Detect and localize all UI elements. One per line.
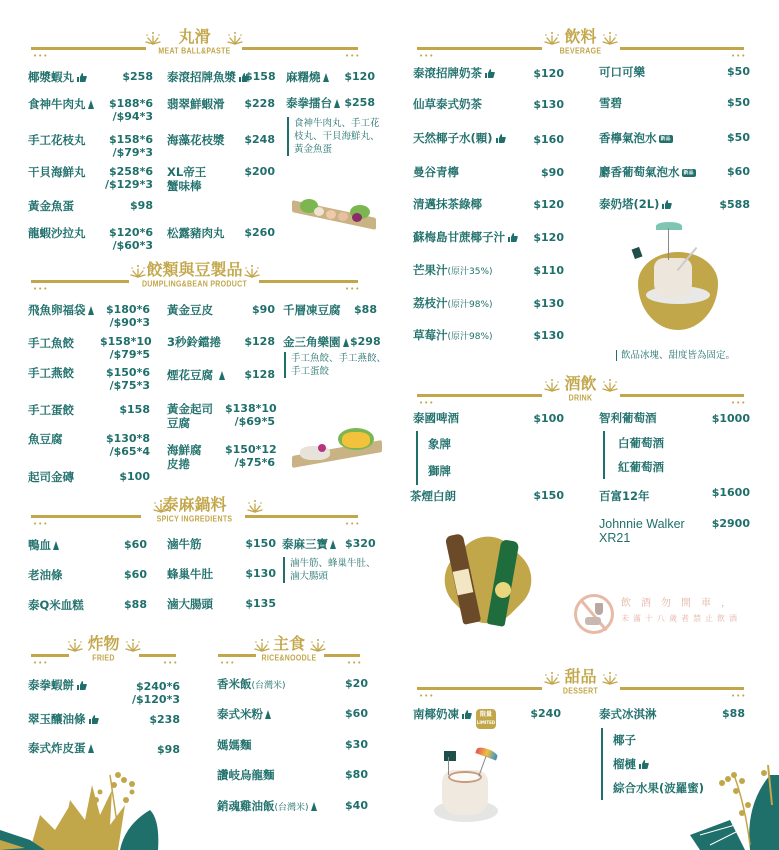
menu-item-name: 手工花枝丸 (28, 133, 86, 147)
menu-item-price: $130 (533, 329, 564, 342)
tropical-leaves-decoration (690, 765, 779, 850)
menu-item-price: $50 (727, 65, 750, 78)
no-drink-drive-icon (574, 594, 614, 634)
menu-item-name: 香米飯(台灣米) (217, 677, 286, 691)
menu-item-name: 滷牛筋 (167, 537, 202, 551)
menu-item-price: $120 (533, 231, 564, 244)
menu-item-name: 仙草泰式奶茶 (413, 97, 482, 111)
limited-badge: 限量 LIMITED (476, 709, 496, 729)
tropical-leaves-decoration (0, 770, 170, 850)
section-header-staple: ••• ••• 主食 RICE&NOODLE (214, 632, 364, 676)
menu-item-name: 麻糬燒 (286, 70, 329, 84)
menu-item-name: 泰式米粉 (217, 707, 271, 721)
chili-icon (53, 541, 59, 550)
menu-item-price: $160 (533, 133, 564, 146)
menu-item-name: 手工蛋餃 (28, 403, 74, 417)
menu-item-price: $90 (541, 166, 564, 179)
menu-item-name: 荔枝汁(原汁98%) (413, 296, 493, 310)
coconut-pudding-image (430, 745, 515, 830)
menu-item-price: $80 (345, 768, 368, 781)
menu-item-name: 千層凍豆腐 (283, 303, 341, 317)
menu-item-name: 海鮮腐 皮捲 (167, 443, 202, 471)
menu-item-name: 黃金魚蛋 (28, 199, 74, 213)
menu-item-name: 黃金起司 豆腐 (167, 402, 213, 430)
menu-item-price: $150 (245, 537, 276, 550)
menu-item-price: $298 (350, 335, 381, 348)
chili-icon (343, 338, 349, 347)
menu-item-name: 媽媽麵 (217, 738, 252, 752)
menu-item-name: 銷魂雞油飯(台灣米) (217, 799, 317, 815)
menu-item-price: $258*6 /$129*3 (104, 165, 153, 191)
menu-item-price: $150*6 /$75*3 (105, 366, 150, 392)
menu-item-name: 曼谷青檸 (413, 165, 459, 179)
menu-item-name: 老油條 (28, 568, 63, 582)
new-badge: 新品 (660, 136, 671, 142)
section-subtitle: BEVERAGE (559, 47, 602, 56)
menu-item-price: $100 (533, 412, 564, 425)
menu-item-name: 手工燕餃 (28, 366, 74, 380)
menu-item-price: $158 (119, 403, 150, 416)
menu-item-price: $98 (130, 199, 153, 212)
menu-item-name: 龍蝦沙拉丸 (28, 226, 86, 240)
thumbs-up-icon (462, 710, 472, 719)
menu-item-price: $588 (719, 198, 750, 211)
menu-item-name: 蜂巢牛肚 (167, 567, 213, 581)
menu-item-name: 海藻花枝漿 (167, 133, 225, 147)
menu-item-name: 雪碧 (599, 96, 622, 110)
combo-contents-note: 食神牛肉丸、手工花 枝丸、干貝海鮮丸、 黃金魚蛋 (287, 117, 380, 156)
menu-item-name: 松露豬肉丸 (167, 226, 225, 240)
menu-item-name: 泰滾招牌魚漿 (167, 70, 249, 84)
section-title: 餃類與豆製品 (146, 260, 243, 279)
menu-item-price: $88 (354, 303, 377, 316)
menu-item-name: 泰奶塔(2L) (599, 197, 672, 211)
section-subtitle: DUMPLING&BEAN PRODUCT (141, 280, 248, 289)
menu-item-name: 黃金豆皮 (167, 303, 213, 317)
menu-item-name: 泰拳擂台 (286, 96, 340, 110)
menu-item-name: 食神牛肉丸 (28, 97, 94, 111)
menu-item-name: 茶煙白朗 (410, 489, 456, 503)
menu-item-price: $2900 (711, 517, 750, 530)
ice-cream-flavors: 椰子 榴槤 綜合水果(波羅蜜) (601, 728, 704, 800)
section-subtitle: SPICY INGREDIENTS (156, 515, 233, 524)
menu-item-price: $130 (533, 297, 564, 310)
menu-item-name: 天然椰子水(顆) (413, 131, 506, 145)
section-header-dumpling: ••• ••• 餃類與豆製品 DUMPLING&BEAN PRODUCT (27, 258, 362, 302)
menu-item-price: $88 (124, 598, 147, 611)
thumbs-up-icon (77, 681, 87, 690)
menu-item-price: $50 (727, 96, 750, 109)
chili-icon (311, 802, 317, 811)
section-title: 炸物 (87, 634, 120, 653)
menu-item-price: $128 (244, 368, 275, 381)
menu-item-price: $60 (124, 538, 147, 551)
menu-item-price: $158*6 /$79*3 (108, 133, 153, 159)
section-title: 泰麻鍋料 (162, 495, 227, 514)
wine-options: 白葡萄酒 紅葡萄酒 (603, 431, 664, 479)
menu-item-price: $238 (149, 713, 180, 726)
menu-item-name: 百富12年 (599, 489, 650, 503)
menu-item-price: $100 (119, 470, 150, 483)
menu-item-name: 翡翠鮮蝦滑 (167, 97, 225, 111)
menu-item-name: 芒果汁(原汁35%) (413, 263, 493, 277)
section-title: 甜品 (564, 667, 597, 686)
drink-warning: 飲酒勿開車， 未滿十八歲者禁止飲酒 (621, 598, 741, 623)
menu-item-price: $20 (345, 677, 368, 690)
menu-item-name: 泰式炸皮蛋 (28, 741, 94, 755)
section-subtitle: DRINK (568, 394, 593, 403)
menu-item-price: $138*10 /$69*5 (225, 402, 277, 428)
thumbs-up-icon (662, 200, 672, 209)
menu-item-name: 魚豆腐 (28, 432, 63, 446)
menu-item-price: $50 (727, 131, 750, 144)
section-title: 主食 (272, 634, 305, 653)
menu-item-price: $240*6 /$120*3 (131, 680, 180, 706)
section-header-dessert: ••• ••• 甜品 DESSERT (413, 665, 748, 709)
section-title: 酒飲 (564, 374, 597, 393)
menu-item-name: 蘇梅島甘蔗椰子汁 (413, 230, 518, 244)
menu-item-price: $188*6 /$94*3 (108, 97, 153, 123)
menu-item-price: $258 (344, 96, 375, 109)
menu-item-price: $1000 (711, 412, 750, 425)
meatball-platter-image (292, 197, 376, 227)
menu-item-price: $60 (124, 568, 147, 581)
menu-item-price: $200 (244, 165, 275, 178)
menu-item-price: $228 (244, 97, 275, 110)
menu-item-price: $1600 (711, 486, 750, 499)
menu-item-price: $130 (245, 567, 276, 580)
menu-item-name: 讚岐烏龍麵 (217, 768, 275, 782)
menu-item-price: $158 (245, 70, 276, 83)
menu-item-price: $88 (722, 707, 745, 720)
menu-item-name: 泰式冰淇淋 (599, 707, 657, 721)
menu-item-name: 泰拳蝦餅 (28, 678, 87, 692)
menu-item-price: $40 (345, 799, 368, 812)
chili-icon (88, 100, 94, 109)
menu-item-price: $258 (122, 70, 153, 83)
menu-item-name: 草莓汁(原汁98%) (413, 328, 493, 342)
beverage-footnote: 飲品冰塊、甜度皆為固定。 (616, 349, 735, 362)
menu-item-price: $150 (533, 489, 564, 502)
menu-item-name: 金三角樂園 (283, 335, 349, 349)
section-header-fried: ••• ••• 炸物 FRIED (27, 632, 180, 676)
menu-item-name: 可口可樂 (599, 65, 645, 79)
menu-item-price: $98 (157, 743, 180, 756)
menu-item-name: 干貝海鮮丸 (28, 165, 86, 179)
new-badge: 新品 (683, 170, 694, 176)
menu-item-name: Johnnie Walker XR21 (599, 517, 685, 545)
section-header-drink: ••• ••• 酒飲 DRINK (413, 372, 748, 416)
menu-item-name: 起司金磚 (28, 470, 74, 484)
thumbs-up-icon (508, 233, 518, 242)
section-subtitle: DESSERT (562, 687, 599, 696)
menu-item-name: 3秒鈴鐺捲 (167, 335, 222, 349)
menu-item-price: $130 (533, 98, 564, 111)
menu-item-price: $60 (727, 165, 750, 178)
chili-icon (330, 540, 336, 549)
chili-icon (88, 306, 94, 315)
thumbs-up-icon (496, 134, 506, 143)
menu-item-price: $150*12 /$75*6 (225, 443, 277, 469)
menu-item-name: 香檸氣泡水 新品 (599, 131, 671, 145)
section-header-beverage: ••• ••• 飲料 BEVERAGE (413, 25, 748, 69)
combo-contents-note: 滷牛筋、蜂巢牛肚、 滷大腸頭 (283, 557, 376, 583)
menu-item-name: 煙花豆腐 (167, 368, 225, 382)
menu-item-price: $158*10 /$79*5 (100, 335, 152, 361)
menu-item-name: 清邁抹茶綠椰 (413, 197, 482, 211)
menu-item-name: XL帝王 蟹味棒 (167, 165, 207, 193)
menu-item-price: $30 (345, 738, 368, 751)
menu-item-name: 泰Q米血糕 (28, 598, 84, 612)
coconut-drink-image (628, 222, 728, 334)
beer-bottles-image (440, 530, 532, 630)
menu-item-name: 飛魚卵福袋 (28, 303, 94, 317)
menu-item-price: $248 (244, 133, 275, 146)
chili-icon (323, 73, 329, 82)
chili-icon (219, 371, 225, 380)
menu-item-price: $180*6 /$90*3 (105, 303, 150, 329)
menu-item-price: $128 (244, 335, 275, 348)
menu-item-name: 泰滾招牌奶茶 (413, 66, 495, 80)
menu-item-price: $120*6 /$60*3 (108, 226, 153, 252)
menu-item-name: 南椰奶凍 限量 LIMITED (413, 707, 496, 729)
menu-item-price: $110 (533, 264, 564, 277)
menu-item-price: $135 (245, 597, 276, 610)
menu-item-price: $130*8 /$65*4 (105, 432, 150, 458)
chili-icon (265, 710, 271, 719)
menu-item-price: $120 (533, 67, 564, 80)
section-subtitle: FRIED (92, 654, 115, 663)
menu-item-name: 翠玉釀油條 (28, 712, 99, 726)
section-title: 飲料 (564, 27, 597, 46)
menu-item-price: $320 (345, 537, 376, 550)
thumbs-up-icon (485, 69, 495, 78)
menu-item-name: 鴨血 (28, 538, 59, 552)
section-header-meatball: ••• ••• 丸滑 MEAT BALL&PASTE (27, 25, 362, 69)
menu-item-price: $60 (345, 707, 368, 720)
menu-item-price: $120 (533, 198, 564, 211)
chili-icon (88, 744, 94, 753)
menu-item-name: 泰麻三寶 (282, 537, 336, 551)
thumbs-up-icon (89, 715, 99, 724)
menu-item-name: 滷大腸頭 (167, 597, 213, 611)
menu-item-price: $90 (252, 303, 275, 316)
dumpling-platter-image (292, 422, 382, 470)
thumbs-up-icon (639, 760, 649, 769)
menu-item-name: 手工魚餃 (28, 336, 74, 350)
thumbs-up-icon (77, 73, 87, 82)
menu-item-name: 泰國啤酒 (413, 411, 459, 425)
menu-item-price: $260 (244, 226, 275, 239)
combo-contents-note: 手工魚餃、手工燕餃、 手工蛋餃 (284, 352, 386, 378)
section-subtitle: RICE&NOODLE (261, 654, 317, 663)
menu-item-name: 椰漿蝦丸 (28, 70, 87, 84)
menu-item-price: $240 (530, 707, 561, 720)
menu-item-price: $120 (344, 70, 375, 83)
section-header-spicy: ••• ••• 泰麻鍋料 SPICY INGREDIENTS (27, 493, 362, 537)
menu-item-name: 智利葡萄酒 (599, 411, 657, 425)
menu-item-name: 麝香葡萄氣泡水 新品 (599, 165, 694, 179)
beer-options: 象牌 獅牌 (416, 431, 451, 485)
section-title: 丸滑 (178, 27, 211, 46)
section-subtitle: MEAT BALL&PASTE (158, 47, 231, 56)
